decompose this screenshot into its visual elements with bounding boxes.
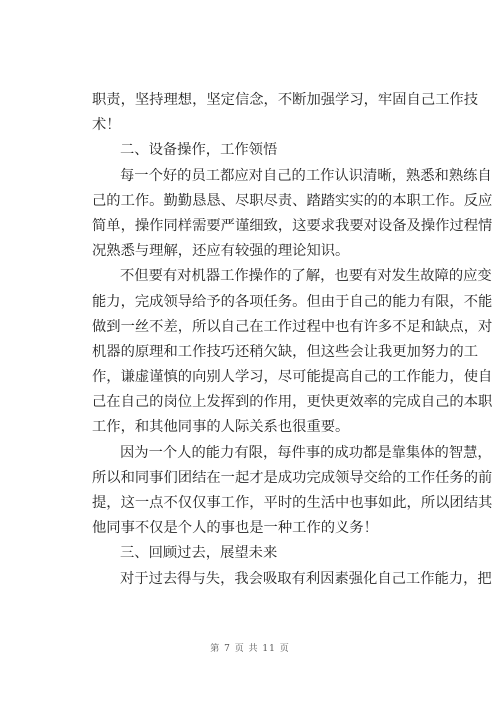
text-line: 作，谦虚谨慎的向别人学习，尽可能提高自己的工作能力，使自 [92, 369, 493, 386]
text-line: 对于过去得与失，我会吸取有利因素强化自己工作能力，把 [120, 570, 492, 587]
text-line: 他同事不仅是个人的事也是一种工作的义务！ [92, 520, 378, 537]
section-heading: 三、回顾过去，展望未来 [120, 545, 278, 562]
text-line: 不但要有对机器工作操作的了解，也要有对发生故障的应变 [120, 268, 492, 285]
text-line: 因为一个人的能力有限，每件事的成功都是靠集体的智慧， [120, 444, 492, 461]
text-line: 提，这一点不仅仅事工作，平时的生活中也事如此，所以团结其 [92, 495, 493, 511]
document-body [92, 88, 493, 592]
text-line: 术！ [92, 117, 121, 134]
text-line: 己在自己的岗位上发挥到的作用，更快更效率的完成自己的本职 [92, 394, 493, 411]
section-heading: 二、设备操作，工作领悟 [120, 142, 278, 159]
text-line: 简单，操作同样需要严谨细致，这要求我要对设备及操作过程情 [92, 217, 493, 234]
text-line: 所以和同事们团结在一起才是成功完成领导交给的工作任务的前 [92, 469, 493, 486]
text-line: 做到一丝不差，所以自己在工作过程中也有许多不足和缺点，对 [92, 318, 493, 335]
text-line: 每一个好的员工都应对自己的工作认识清晰，熟悉和熟练自 [120, 167, 492, 184]
text-line: 机器的原理和工作技巧还稍欠缺，但这些会让我更加努力的工 [92, 343, 479, 360]
text-line: 能力，完成领导给予的各项任务。但由于自己的能力有限，不能 [92, 293, 493, 310]
text-line: 工作，和其他同事的人际关系也很重要。 [92, 419, 350, 436]
text-line: 况熟悉与理解，还应有较强的理论知识。 [92, 243, 350, 260]
text-line: 职责，坚持理想，坚定信念，不断加强学习，牢固自己工作技 [92, 92, 479, 108]
page-number-footer: 第 7 页 共 11 页 [210, 644, 290, 654]
text-line: 己的工作。勤勤恳恳、尽职尽责、踏踏实实的的本职工作。反应 [92, 192, 493, 209]
